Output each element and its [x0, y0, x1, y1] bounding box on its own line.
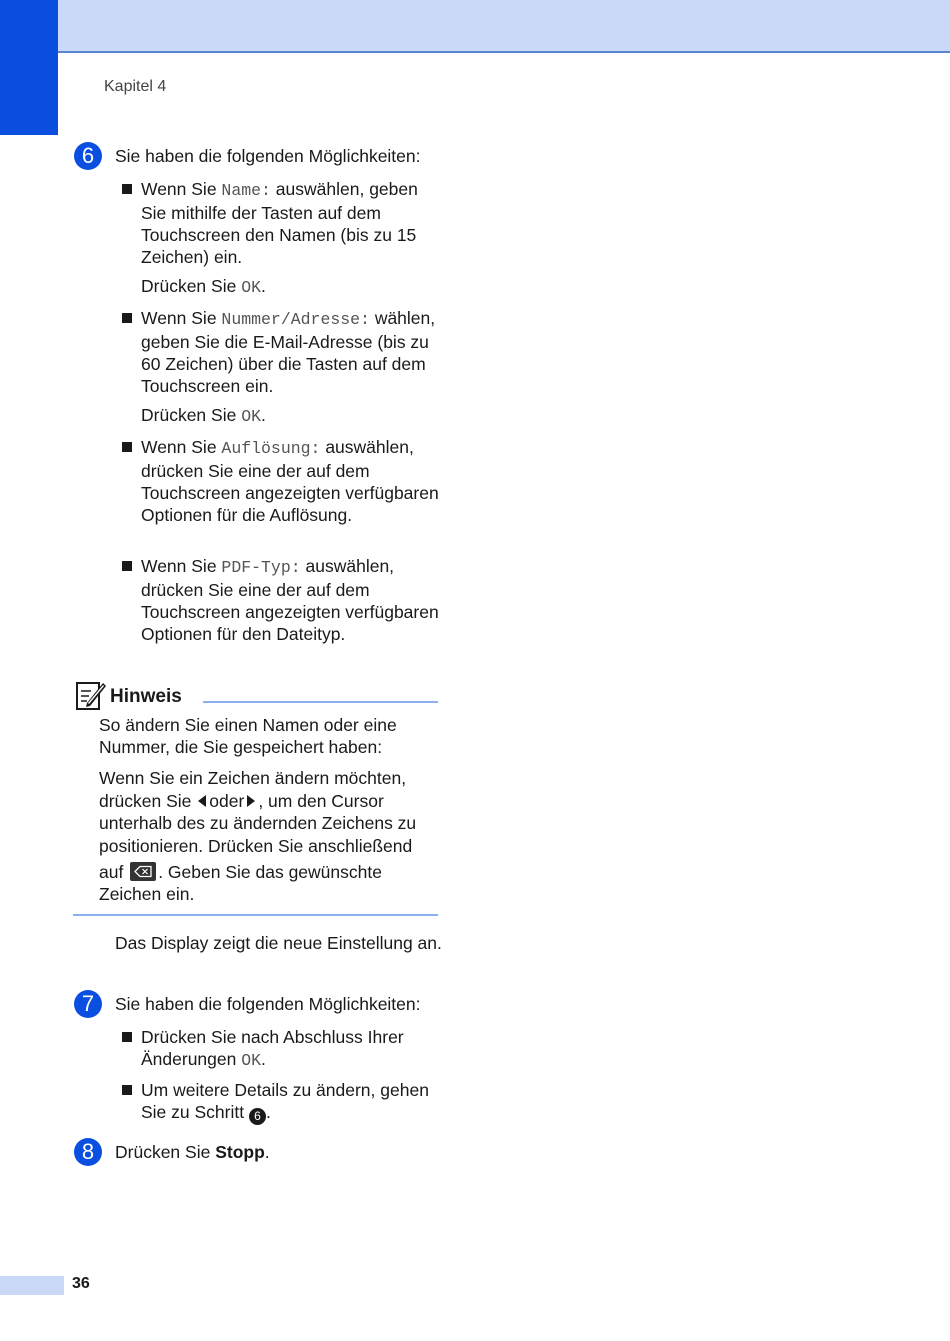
list-item: Um weitere Details zu ändern, gehen Sie zu Schritt 6 . — [122, 1079, 442, 1125]
note-title: Hinweis — [110, 686, 182, 707]
bullet-square-icon — [122, 184, 132, 194]
note-paragraph: auf . Geben Sie das gewünschte Zeichen ein. — [99, 862, 382, 904]
list-item: Wenn Sie Name: auswählen, geben Sie mithilfe der Tasten auf dem Touchscreen den Namen (bis zu 15 Zeichen) ein. — [122, 178, 442, 268]
step-6 — [74, 142, 421, 170]
ok-key: OK — [241, 278, 261, 297]
divider — [203, 701, 438, 703]
instruction: Drücken Sie OK. — [141, 405, 266, 426]
step-intro: Sie haben die folgenden Möglichkeiten: — [115, 994, 421, 1014]
menu-option: Nummer/Adresse: — [221, 310, 370, 329]
backspace-key-icon — [130, 862, 156, 881]
bullet-square-icon — [122, 442, 132, 452]
divider — [73, 914, 438, 916]
note-paragraph: Wenn Sie ein Zeichen ändern möchten, drücken Sie oder , um den Cursor unterhalb des zu ändernden Zeichens zu positionieren. Drücken Sie anschließend — [99, 768, 417, 856]
ok-key: OK — [241, 1051, 262, 1070]
step-7 — [74, 990, 421, 1018]
ok-key: OK — [241, 407, 261, 426]
list-item: Wenn Sie Nummer/Adresse: wählen, geben Sie die E-Mail-Adresse (bis zu 60 Zeichen) über die Tasten auf dem Touchscreen ein. — [122, 307, 442, 397]
menu-option: Name: — [221, 181, 271, 200]
step-8 — [74, 1138, 270, 1166]
step-number-badge: 6 — [74, 142, 102, 170]
menu-option: Auflösung: — [221, 439, 321, 458]
left-arrow-icon — [198, 795, 206, 807]
header-band — [0, 0, 950, 53]
list-item: Wenn Sie Auflösung: auswählen, drücken Sie eine der auf dem Touchscreen angezeigten verfügbaren Optionen für die Auflösung. — [122, 436, 442, 526]
instruction: Drücken Sie OK. — [141, 276, 266, 297]
page-number: 36 — [72, 1275, 90, 1292]
step-number-badge: 8 — [74, 1138, 102, 1166]
bullet-square-icon — [122, 313, 132, 323]
bullet-square-icon — [122, 1032, 132, 1042]
bullet-square-icon — [122, 561, 132, 571]
chapter-label: Kapitel 4 — [104, 78, 167, 95]
footer-band — [0, 1276, 64, 1295]
right-arrow-icon — [247, 795, 255, 807]
step-instruction: Drücken Sie Stopp. — [115, 1142, 270, 1162]
result-text: Das Display zeigt die neue Einstellung an. — [115, 933, 442, 953]
chapter-tab — [0, 0, 58, 135]
list-item: Wenn Sie PDF-Typ: auswählen, drücken Sie eine der auf dem Touchscreen angezeigten verfügbaren Optionen für den Dateityp. — [122, 555, 442, 645]
stop-key-label: Stopp — [215, 1142, 265, 1162]
menu-option: PDF-Typ: — [221, 558, 301, 577]
note-pencil-icon — [75, 679, 107, 711]
step-number-badge: 7 — [74, 990, 102, 1018]
note-paragraph: So ändern Sie einen Namen oder eine Nummer, die Sie gespeichert haben: — [99, 715, 397, 757]
step-intro: Sie haben die folgenden Möglichkeiten: — [115, 146, 421, 166]
step-reference-badge: 6 — [249, 1108, 266, 1125]
list-item: Drücken Sie nach Abschluss Ihrer Änderungen OK. — [122, 1026, 442, 1072]
bullet-square-icon — [122, 1085, 132, 1095]
